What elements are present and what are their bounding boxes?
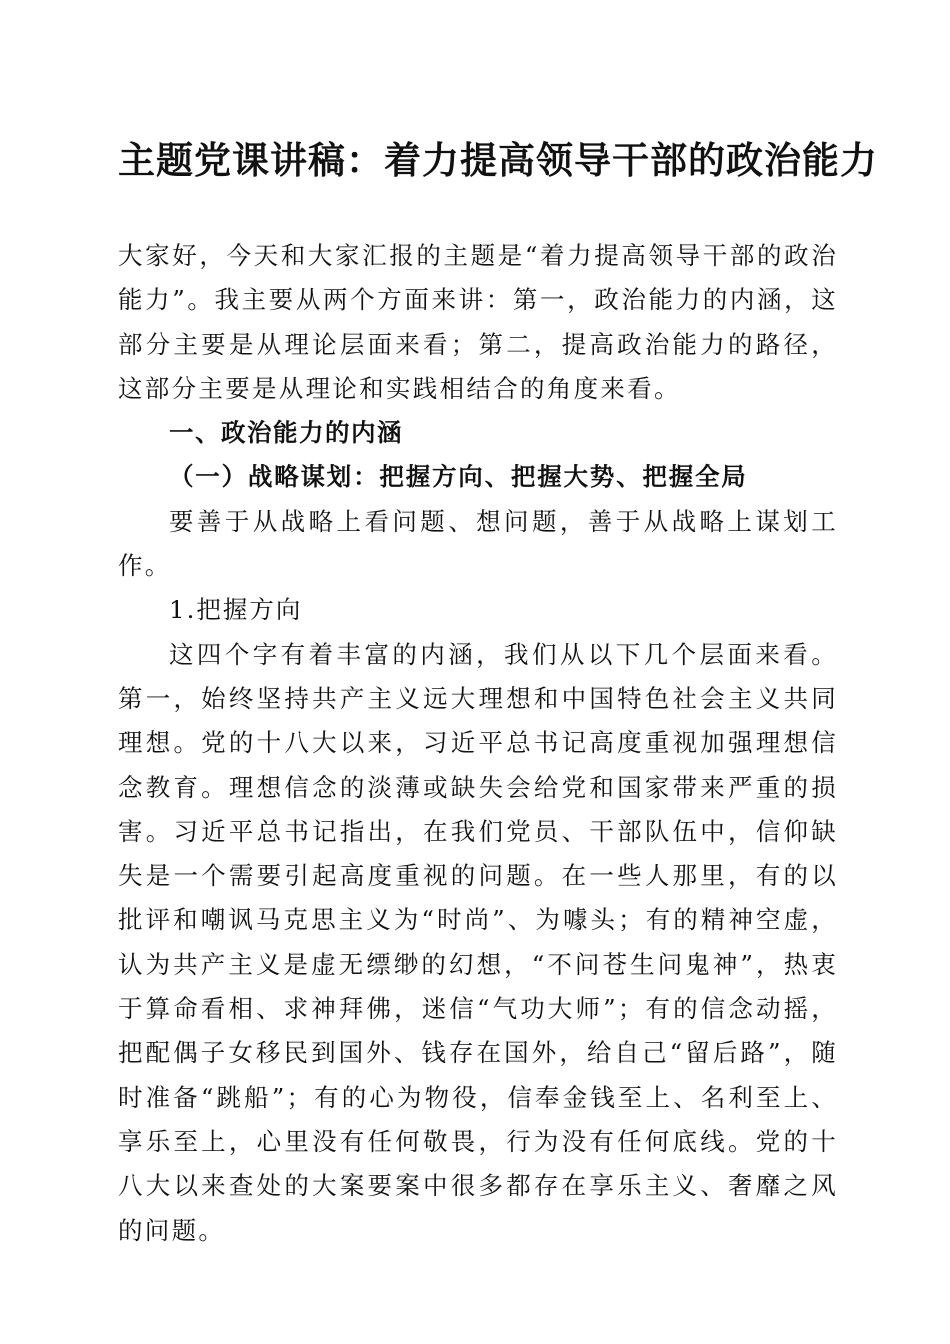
numbered-heading: 1.把握方向 [169,595,303,625]
document-title: 主题党课讲稿：着力提高领导干部的政治能力 [118,138,878,182]
intro-paragraph: 大家好，今天和大家汇报的主题是“着力提高领导干部的政治能力”。我主要从两个方面来讲：第一，政治能力的内涵，这部分主要是从理论层面来看；第二，提高政治能力的路径，这部分主要是从理论和实践相结合的角度来看。 [118,241,838,403]
body-paragraph: 要善于从战略上看问题、想问题，善于从战略上谋划工作。 [118,506,838,581]
body-paragraph: 这四个字有着丰富的内涵，我们从以下几个层面来看。第一，始终坚持共产主义远大理想和中国特色社会主义共同理想。党的十八大以来，习近平总书记高度重视加强理想信念教育。理想信念的淡薄或缺失会给党和国家带来严重的损害。习近平总书记指出，在我们党员、干部队伍中，信仰缺失是一个需要引起高度重视的问题。在一些人那里，有的以批评和嘲讽马克思主义为“时尚”、为噱头；有的精神空虚，认为共产主义是虚无缥缈的幻想，“不问苍生问鬼神”，热衷于算命看相、求神拜佛，迷信“气功大师”；有的信念动摇，把配偶子女移民到国外、钱存在国外，给自己“留后路”，随时准备“跳船”；有的心为物役，信奉金钱至上、名利至上、享乐至上，心里没有任何敬畏，行为没有任何底线。党的十八大以来查处的大案要案中很多都存在享乐主义、奢靡之风的问题。 [118,639,838,1245]
section-heading: 一、政治能力的内涵 [169,418,403,448]
document-body [118,234,838,1253]
subsection-heading: （一）战略谋划：把握方向、把握大势、把握全局 [169,462,748,492]
